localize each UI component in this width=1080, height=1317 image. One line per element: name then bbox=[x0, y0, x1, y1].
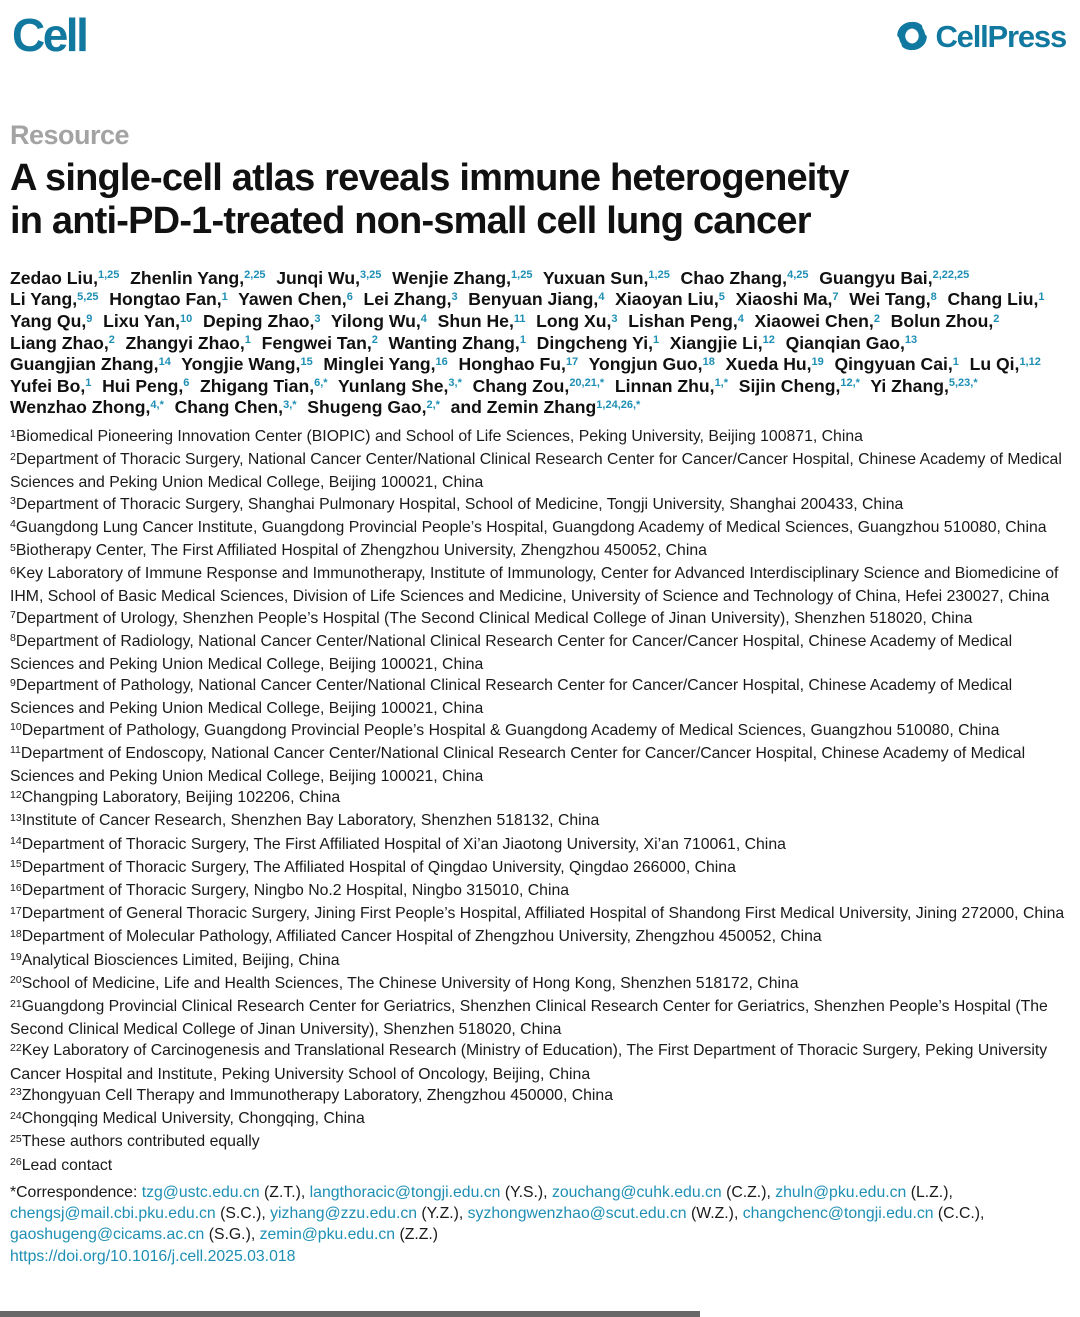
affiliation-number: 10 bbox=[10, 721, 22, 734]
author-name: Yufei Bo, bbox=[10, 375, 86, 396]
author-name: Zedao Liu, bbox=[10, 267, 98, 288]
author-affiliation-superscript: 1,24,26,* bbox=[596, 399, 641, 412]
author-affiliation-superscript: 4,* bbox=[150, 399, 164, 412]
page-edge-bar bbox=[0, 1311, 700, 1317]
affiliation bbox=[10, 494, 1070, 517]
title-line-2: in anti-PD-1-treated non-small cell lung cancer bbox=[10, 200, 811, 243]
author-name: Xueda Hu, bbox=[725, 354, 812, 375]
author-name: Yongjie Wang, bbox=[181, 354, 301, 375]
author-name: Wenzhao Zhong, bbox=[10, 397, 151, 418]
author-name: Shugeng Gao, bbox=[307, 397, 427, 418]
affiliation-number: 23 bbox=[10, 1086, 22, 1099]
author-name: Wei Tang, bbox=[849, 289, 931, 310]
author-affiliation-superscript: 2 bbox=[108, 334, 115, 347]
author bbox=[331, 311, 427, 331]
author-name: Wanting Zhang, bbox=[388, 332, 520, 353]
cell-journal-logo: Cell bbox=[12, 9, 87, 61]
contact-initials: (Z.T.), bbox=[259, 1183, 310, 1201]
author-affiliation-superscript: 5,23,* bbox=[948, 377, 978, 390]
author-name: Hongtao Fan, bbox=[109, 289, 222, 310]
author-affiliation-superscript: 9 bbox=[86, 312, 93, 325]
email-link[interactable]: tzg@ustc.edu.cn bbox=[141, 1183, 260, 1201]
affiliation-number: 7 bbox=[10, 609, 16, 622]
affiliation-text: Key Laboratory of Carcinogenesis and Translational Research (Ministry of Education), The First Department of Thoracic Surgery, Peking University Cancer Hospital and Institute, Peking University School of Oncology, Beijing, China bbox=[10, 1042, 1048, 1083]
author-name: Lishan Peng, bbox=[628, 310, 738, 331]
author-name: Dingcheng Yi, bbox=[536, 332, 653, 353]
author-affiliation-superscript: 2,22,25 bbox=[932, 269, 970, 282]
affiliation bbox=[10, 950, 1070, 973]
author bbox=[10, 311, 92, 331]
affiliation-text: Department of Endoscopy, National Cancer Center/National Clinical Research Center for Cancer/Cancer Hospital, Chinese Academy of Medical Sciences and Peking Union Medical College, Beijing 100021, China bbox=[10, 744, 1026, 786]
cellpress-logo bbox=[896, 20, 1066, 52]
author bbox=[276, 268, 381, 288]
author bbox=[891, 311, 1000, 331]
affiliation bbox=[10, 880, 1070, 903]
author-name: Yawen Chen, bbox=[238, 289, 347, 310]
author bbox=[109, 289, 228, 309]
author-name: Long Xu, bbox=[536, 310, 612, 331]
affiliation-text: Lead contact bbox=[21, 1156, 113, 1174]
affiliation-text: Department of Radiology, National Cancer Center/National Clinical Research Center for Cancer/Cancer Hospital, Chinese Academy of Medical Sciences and Peking Union Medical College, Beijing 100021, China bbox=[10, 632, 1013, 674]
affiliation-number: 22 bbox=[10, 1042, 22, 1055]
author-affiliation-superscript: 1 bbox=[244, 334, 251, 347]
author bbox=[10, 376, 91, 396]
author bbox=[389, 333, 526, 353]
affiliation-text: Guangdong Lung Cancer Institute, Guangdong Provincial People’s Hospital, Guangdong Academy of Medical Sciences, Guangzhou 510080, China bbox=[15, 518, 1047, 536]
affiliation bbox=[10, 720, 1070, 743]
author-affiliation-superscript: 12,* bbox=[840, 377, 860, 390]
author-affiliation-superscript: 3 bbox=[451, 290, 458, 303]
affiliation-text: Department of Pathology, Guangdong Provincial People’s Hospital & Guangdong Academy of Medical Sciences, Guangzhou 510080, China bbox=[21, 721, 1000, 739]
author-affiliation-superscript: 4 bbox=[598, 290, 605, 303]
affiliation-text: Department of Pathology, National Cancer Center/National Clinical Research Center for Cancer/Cancer Hospital, Chinese Academy of Medical Sciences and Peking Union Medical College, Beijing 100021, China bbox=[10, 677, 1013, 718]
title-line-1: A single-cell atlas reveals immune heterogeneity bbox=[10, 157, 849, 199]
email-link[interactable]: gaoshugeng@cicams.ac.cn bbox=[10, 1226, 205, 1244]
author-name: Guangjian Zhang, bbox=[10, 354, 159, 375]
affiliation-number: 1 bbox=[10, 427, 16, 440]
author bbox=[175, 397, 297, 417]
author bbox=[615, 289, 725, 309]
affiliation-number: 14 bbox=[10, 835, 22, 848]
author bbox=[536, 311, 617, 331]
author bbox=[203, 311, 321, 331]
email-link[interactable]: chengsj@mail.cbi.pku.edu.cn bbox=[10, 1204, 216, 1222]
contact-initials: (C.Z.), bbox=[721, 1183, 776, 1201]
author-affiliation-superscript: 6 bbox=[183, 377, 190, 390]
author bbox=[238, 289, 353, 309]
author bbox=[786, 333, 918, 353]
author-name: Yunlang She, bbox=[337, 375, 449, 396]
author-affiliation-superscript: 18 bbox=[702, 355, 715, 368]
author bbox=[10, 354, 171, 374]
author-name: Minglei Yang, bbox=[323, 354, 436, 375]
author-name: Chang Chen, bbox=[174, 397, 284, 418]
email-link[interactable]: zhuln@pku.edu.cn bbox=[775, 1183, 907, 1201]
author-affiliation-superscript: 1 bbox=[952, 355, 959, 368]
author-affiliation-superscript: 1,12 bbox=[1019, 355, 1041, 368]
article-title bbox=[10, 157, 1070, 244]
email-link[interactable]: langthoracic@tongji.edu.cn bbox=[309, 1183, 501, 1201]
affiliation-text: Guangdong Provincial Clinical Research Center for Geriatrics, Shenzhen Clinical Research Center for Geriatrics, Shenzhen People’s Hospital (The Second Clinical Medical College of Jinan University), Shenzhen 518020, China bbox=[10, 998, 1048, 1039]
correspondence-contact bbox=[468, 1205, 743, 1222]
author-name: Chao Zhang, bbox=[680, 267, 788, 288]
author-affiliation-superscript: 5,25 bbox=[77, 290, 99, 303]
affiliation bbox=[10, 810, 1070, 833]
contact-initials: (C.C.), bbox=[933, 1204, 985, 1222]
author-affiliation-superscript: 7 bbox=[832, 290, 839, 303]
affiliation-list bbox=[10, 426, 1070, 1178]
cellpress-swirl-icon bbox=[896, 20, 928, 52]
author-name: and Zemin Zhang bbox=[450, 397, 597, 418]
author-affiliation-superscript: 1 bbox=[85, 377, 92, 390]
author bbox=[726, 354, 824, 374]
author-name: Benyuan Jiang, bbox=[468, 289, 599, 310]
contact-initials: (S.G.), bbox=[204, 1226, 260, 1244]
author-name: Guangyu Bai, bbox=[819, 267, 933, 288]
author bbox=[458, 354, 578, 374]
author-affiliation-superscript: 1,* bbox=[714, 377, 729, 390]
author bbox=[130, 268, 265, 288]
affiliation-text: Department of Thoracic Surgery, Ningbo No.2 Hospital, Ningbo 315010, China bbox=[21, 882, 570, 900]
author-name: Zhenlin Yang, bbox=[130, 267, 245, 288]
author bbox=[126, 333, 251, 353]
cellpress-logo-text: CellPress bbox=[935, 18, 1066, 54]
contact-initials: (Z.Z.) bbox=[395, 1226, 439, 1244]
email-link[interactable]: zouchang@cuhk.edu.cn bbox=[551, 1183, 722, 1201]
affiliation-text: Zhongyuan Cell Therapy and Immunotherapy Laboratory, Zhengzhou 450000, China bbox=[21, 1086, 613, 1104]
email-link[interactable]: syzhongwenzhao@scut.edu.cn bbox=[467, 1204, 687, 1222]
author bbox=[543, 268, 670, 288]
author-name: Yang Qu, bbox=[10, 310, 87, 331]
correspondence-contact bbox=[270, 1205, 468, 1222]
author-name: Xiangjie Li, bbox=[669, 332, 763, 353]
author-affiliation-superscript: 5 bbox=[718, 290, 725, 303]
author bbox=[589, 354, 715, 374]
contact-initials: (L.Z.), bbox=[906, 1183, 953, 1201]
author-affiliation-superscript: 2 bbox=[873, 312, 880, 325]
author-affiliation-superscript: 13 bbox=[904, 334, 918, 347]
author-affiliation-superscript: 12 bbox=[762, 334, 775, 347]
author-affiliation-superscript: 3 bbox=[611, 312, 618, 325]
author bbox=[338, 376, 462, 396]
affiliation bbox=[10, 787, 1070, 810]
author-affiliation-superscript: 1 bbox=[652, 334, 660, 347]
affiliation-number: 13 bbox=[10, 812, 22, 825]
author-affiliation-superscript: 6 bbox=[346, 290, 353, 303]
author-name: Honghao Fu, bbox=[458, 354, 566, 375]
author-name: Yongjun Guo, bbox=[588, 354, 703, 375]
author-affiliation-superscript: 3,25 bbox=[359, 269, 382, 282]
email-link[interactable]: yizhang@zzu.edu.cn bbox=[270, 1204, 418, 1222]
author-name: Liang Zhao, bbox=[10, 332, 109, 353]
affiliation bbox=[10, 857, 1070, 880]
author-name: Yi Zhang, bbox=[870, 375, 949, 396]
affiliation-number: 9 bbox=[10, 676, 16, 689]
affiliation-text: Analytical Biosciences Limited, Beijing, China bbox=[21, 951, 340, 969]
author-name: Xiaowei Chen, bbox=[754, 310, 874, 331]
author bbox=[819, 268, 969, 288]
author bbox=[364, 289, 458, 309]
author-affiliation-superscript: 17 bbox=[565, 355, 579, 368]
affiliation-number: 24 bbox=[10, 1109, 22, 1122]
author bbox=[537, 333, 659, 353]
author-name: Linnan Zhu, bbox=[614, 375, 715, 396]
author bbox=[307, 397, 440, 417]
author bbox=[834, 354, 958, 374]
author-affiliation-superscript: 2,* bbox=[426, 399, 440, 412]
author-name: Wenjie Zhang, bbox=[392, 267, 512, 288]
affiliation-text: Department of Thoracic Surgery, National Cancer Center/National Clinical Research Center for Cancer/Cancer Hospital, Chinese Academy of Medical Sciences and Peking Union Medical College, Beijing 100021, China bbox=[10, 451, 1062, 492]
affiliation-text: Department of Thoracic Surgery, The First Affiliated Hospital of Xi’an Jiaotong University, Xi’an 710061, China bbox=[21, 835, 786, 853]
email-link[interactable]: changchenc@tongji.edu.cn bbox=[742, 1204, 934, 1222]
affiliation bbox=[10, 1085, 1070, 1108]
affiliation-number: 12 bbox=[10, 788, 22, 801]
author-affiliation-superscript: 6,* bbox=[314, 377, 328, 390]
author-affiliation-superscript: 2 bbox=[371, 334, 378, 347]
affiliation-number: 5 bbox=[10, 541, 16, 554]
correspondence-contact bbox=[310, 1184, 552, 1201]
affiliation-text: School of Medicine, Life and Health Sciences, The Chinese University of Hong Kong, Shenzhen 518172, China bbox=[21, 974, 799, 992]
author-name: Sijin Cheng, bbox=[738, 375, 841, 396]
author-name: Xiaoshi Ma, bbox=[735, 289, 833, 310]
affiliation-number: 15 bbox=[10, 858, 22, 871]
contact-initials: (W.Z.), bbox=[686, 1204, 743, 1222]
author-affiliation-superscript: 1,25 bbox=[511, 269, 533, 282]
author-affiliation-superscript: 1,25 bbox=[97, 269, 120, 282]
affiliation-text: Department of General Thoracic Surgery, Jining First People’s Hospital, Affiliated Hospital of Shandong First Medical University, Jining 272000, China bbox=[21, 905, 1065, 923]
author-affiliation-superscript: 3,* bbox=[448, 377, 462, 390]
author-name: Qianqian Gao, bbox=[785, 332, 905, 353]
affiliation-text: Biotherapy Center, The First Affiliated Hospital of Zhengzhou University, Zhengzhou 450052, China bbox=[15, 542, 707, 560]
affiliation bbox=[10, 903, 1070, 926]
author-affiliation-superscript: 1 bbox=[1038, 290, 1045, 303]
affiliation-text: Changping Laboratory, Beijing 102206, China bbox=[21, 789, 341, 807]
affiliation bbox=[10, 563, 1070, 607]
author bbox=[739, 376, 860, 396]
affiliation-number: 6 bbox=[10, 564, 16, 577]
contact-initials: (Y.S.), bbox=[500, 1183, 552, 1201]
affiliation bbox=[10, 996, 1070, 1040]
correspondence-contact bbox=[142, 1184, 310, 1201]
affiliation-text: Department of Molecular Pathology, Affiliated Cancer Hospital of Zhengzhou University, Zhengzhou 450052, China bbox=[21, 928, 822, 946]
masthead bbox=[10, 0, 1070, 61]
author-name: Chang Liu, bbox=[947, 289, 1039, 310]
author-name: Fengwei Tan, bbox=[261, 332, 372, 353]
correspondence-contact bbox=[775, 1184, 953, 1201]
correspondence-block bbox=[10, 1182, 1070, 1246]
author bbox=[947, 289, 1044, 309]
author-affiliation-superscript: 1 bbox=[519, 334, 526, 347]
author-name: Shun He, bbox=[437, 310, 514, 331]
author-name: Hui Peng, bbox=[102, 375, 184, 396]
affiliation-text: Department of Urology, Shenzhen People’s Hospital (The Second Clinical Medical College of Jinan University), Shenzhen 518020, China bbox=[15, 609, 973, 627]
affiliation-text: Biomedical Pioneering Innovation Center (BIOPIC) and School of Life Sciences, Peking University, Beijing 100871, China bbox=[15, 428, 863, 445]
author bbox=[181, 354, 313, 374]
affiliation bbox=[10, 540, 1070, 563]
author bbox=[670, 333, 775, 353]
author-affiliation-superscript: 1,25 bbox=[648, 269, 670, 282]
author-name: Junqi Wu, bbox=[276, 267, 360, 288]
author-name: Chang Zou, bbox=[472, 375, 570, 396]
correspondence-contact bbox=[260, 1226, 438, 1243]
contact-initials: (Y.Z.), bbox=[417, 1204, 468, 1222]
author-affiliation-superscript: 4,25 bbox=[787, 269, 809, 282]
author-name: Zhigang Tian, bbox=[200, 375, 315, 396]
author bbox=[438, 311, 526, 331]
affiliation bbox=[10, 426, 1070, 449]
affiliation bbox=[10, 834, 1070, 857]
affiliation bbox=[10, 517, 1070, 540]
affiliation-text: Department of Thoracic Surgery, The Affiliated Hospital of Qingdao University, Qingdao 266000, China bbox=[21, 858, 736, 876]
affiliation-text: Department of Thoracic Surgery, Shanghai Pulmonary Hospital, School of Medicine, Tongji University, Shanghai 200433, China bbox=[15, 495, 904, 513]
author bbox=[870, 376, 977, 396]
author-affiliation-superscript: 20,21,* bbox=[569, 377, 605, 390]
author bbox=[10, 268, 119, 288]
affiliation bbox=[10, 973, 1070, 996]
correspondence-label: *Correspondence: bbox=[10, 1183, 142, 1201]
author bbox=[628, 311, 744, 331]
contact-initials: (S.C.), bbox=[215, 1204, 271, 1222]
author-name: Lu Qi, bbox=[969, 354, 1020, 375]
author-name: Qingyuan Cai, bbox=[834, 354, 953, 375]
author-affiliation-superscript: 19 bbox=[811, 355, 824, 368]
author-affiliation-superscript: 11 bbox=[513, 312, 526, 325]
affiliation-text: These authors contributed equally bbox=[21, 1133, 260, 1151]
author-name: Lei Zhang, bbox=[363, 289, 452, 310]
author bbox=[468, 289, 604, 309]
affiliation-number: 26 bbox=[10, 1156, 22, 1169]
author-affiliation-superscript: 4 bbox=[420, 312, 427, 325]
author bbox=[103, 311, 192, 331]
author bbox=[755, 311, 880, 331]
author-affiliation-superscript: 2,25 bbox=[244, 269, 266, 282]
affiliation bbox=[10, 1131, 1070, 1154]
affiliation bbox=[10, 926, 1070, 949]
affiliation bbox=[10, 631, 1070, 675]
affiliation-number: 19 bbox=[10, 951, 22, 964]
author bbox=[615, 376, 728, 396]
affiliation-text: Chongqing Medical University, Chongqing, China bbox=[21, 1110, 365, 1128]
author-name: Yuxuan Sun, bbox=[542, 267, 649, 288]
affiliation-number: 4 bbox=[10, 518, 16, 531]
author-affiliation-superscript: 16 bbox=[435, 355, 448, 368]
author bbox=[262, 333, 378, 353]
author-affiliation-superscript: 8 bbox=[930, 290, 937, 303]
author bbox=[323, 354, 447, 374]
affiliation-text: Institute of Cancer Research, Shenzhen Bay Laboratory, Shenzhen 518132, China bbox=[21, 812, 600, 830]
affiliation bbox=[10, 449, 1070, 493]
author-name: Li Yang, bbox=[10, 289, 78, 310]
correspondence-contact bbox=[10, 1205, 270, 1222]
affiliation-number: 25 bbox=[10, 1132, 22, 1145]
affiliation-number: 11 bbox=[10, 744, 21, 757]
author bbox=[102, 376, 189, 396]
correspondence-contact bbox=[552, 1184, 775, 1201]
affiliation bbox=[10, 743, 1070, 787]
author-affiliation-superscript: 1 bbox=[221, 290, 228, 303]
affiliation-number: 20 bbox=[10, 974, 22, 987]
affiliation-number: 2 bbox=[10, 450, 16, 463]
affiliation-number: 3 bbox=[10, 495, 16, 508]
article-type-label: Resource bbox=[10, 120, 130, 150]
author bbox=[10, 333, 115, 353]
email-link[interactable]: zemin@pku.edu.cn bbox=[259, 1226, 396, 1244]
author-name: Zhangyi Zhao, bbox=[125, 332, 245, 353]
affiliation bbox=[10, 1040, 1070, 1084]
author-name: Deping Zhao, bbox=[202, 310, 315, 331]
affiliation-number: 21 bbox=[10, 997, 22, 1010]
author-affiliation-superscript: 4 bbox=[737, 312, 744, 325]
affiliation bbox=[10, 1155, 1070, 1178]
author-affiliation-superscript: 3,* bbox=[283, 399, 297, 412]
author-affiliation-superscript: 2 bbox=[993, 312, 1000, 325]
author-name: Xiaoyan Liu, bbox=[615, 289, 719, 310]
author bbox=[10, 289, 99, 309]
affiliation bbox=[10, 608, 1070, 631]
affiliation-number: 8 bbox=[10, 632, 16, 645]
doi-link[interactable]: https://doi.org/10.1016/j.cell.2025.03.018 bbox=[10, 1248, 296, 1266]
correspondence-contact bbox=[743, 1205, 985, 1222]
author bbox=[681, 268, 809, 288]
affiliation-number: 18 bbox=[10, 928, 22, 941]
author bbox=[200, 376, 328, 396]
author bbox=[451, 397, 641, 417]
author bbox=[970, 354, 1041, 374]
affiliation-text: Key Laboratory of Immune Response and Immunotherapy, Institute of Immunology, Center for Advanced Interdisciplinary Science and Biomedicine of IHM, School of Basic Medical Sciences, Division of Life Sciences and Medicine, University of Science and Technology of China, Hefei 230027, China bbox=[10, 565, 1059, 606]
author bbox=[473, 376, 605, 396]
author bbox=[392, 268, 532, 288]
author-list bbox=[10, 268, 1070, 419]
author-affiliation-superscript: 14 bbox=[158, 355, 171, 368]
author-affiliation-superscript: 15 bbox=[300, 355, 313, 368]
author-name: Yilong Wu, bbox=[330, 310, 421, 331]
author-name: Bolun Zhou, bbox=[890, 310, 994, 331]
author bbox=[736, 289, 839, 309]
author bbox=[10, 397, 164, 417]
author bbox=[849, 289, 937, 309]
affiliation-number: 17 bbox=[10, 904, 22, 917]
author-name: Lixu Yan, bbox=[103, 310, 180, 331]
affiliation bbox=[10, 675, 1070, 719]
author-affiliation-superscript: 3 bbox=[314, 312, 321, 325]
affiliation-number: 16 bbox=[10, 881, 22, 894]
correspondence-contact bbox=[10, 1226, 260, 1243]
author-affiliation-superscript: 10 bbox=[180, 312, 193, 325]
affiliation bbox=[10, 1108, 1070, 1131]
